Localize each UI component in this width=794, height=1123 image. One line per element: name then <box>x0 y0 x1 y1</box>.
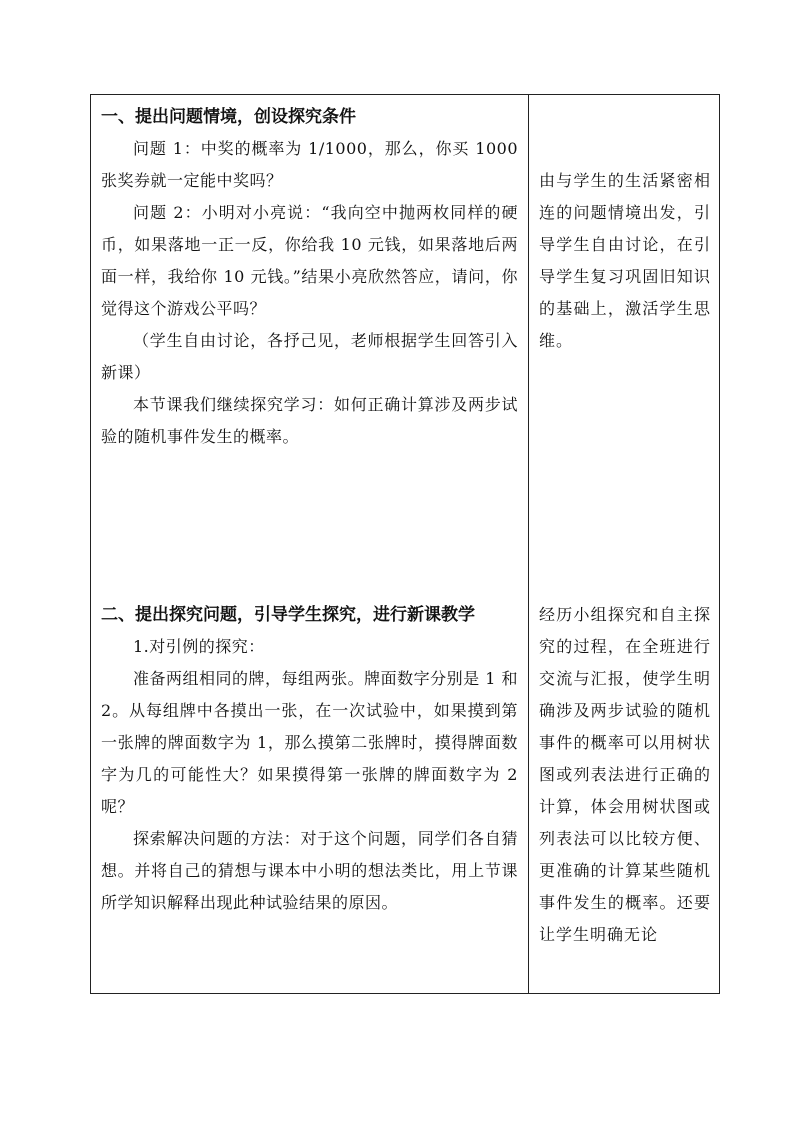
section-1-note-text: 由与学生的生活紧密相连的问题情境出发，引导学生自由讨论，在引导学生复习巩固旧知识的基础上，激活学生思维。 <box>539 171 711 350</box>
content-column <box>91 95 528 993</box>
section-2-heading: 二、提出探究问题，引导学生探究，进行新课教学 <box>101 605 475 625</box>
section-2-paragraph: 1.对引例的探究： <box>133 637 265 656</box>
notes-column <box>529 95 719 993</box>
lesson-plan-table <box>90 94 720 994</box>
section-1-paragraph: （学生自由讨论，各抒己见，老师根据学生回答引入新课） <box>101 331 518 382</box>
section-1-heading: 一、提出问题情境，创设探究条件 <box>101 107 356 127</box>
section-1-paragraph: 问题 2：小明对小亮说：“我向空中抛两枚同样的硬币，如果落地一正一反，你给我 10 元钱，如果落地后两面一样，我给你 10 元钱。”结果小亮欣然答应，请问，你觉得这个游戏公平吗？ <box>101 203 518 318</box>
section-1-note <box>539 165 711 357</box>
section-2-paragraph: 探索解决问题的方法：对于这个问题，同学们各自猜想。并将自己的猜想与课本中小明的想法类比，用上节课所学知识解释出现此种试验结果的原因。 <box>101 829 518 912</box>
section-2-note <box>539 599 711 951</box>
section-2 <box>101 599 518 919</box>
section-1 <box>101 101 518 453</box>
section-1-paragraph: 本节课我们继续探究学习：如何正确计算涉及两步试验的随机事件发生的概率。 <box>101 395 518 446</box>
section-2-paragraph: 准备两组相同的牌，每组两张。牌面数字分别是 1 和 2。从每组牌中各摸出一张，在一次试验中，如果摸到第一张牌的牌面数字为 1，那么摸第二张牌时，摸得牌面数字为几的可能性大？如果摸得第一张牌的牌面数字为 2 呢？ <box>101 669 518 816</box>
section-2-note-text: 经历小组探究和自主探究的过程，在全班进行交流与汇报，使学生明确涉及两步试验的随机事件的概率可以用树状图或列表法进行正确的计算，体会用树状图或列表法可以比较方便、更准确的计算某些随机事件发生的概率。还要让学生明确无论 <box>539 605 711 944</box>
section-1-paragraph: 问题 1：中奖的概率为 1/1000，那么，你买 1000 张奖券就一定能中奖吗？ <box>101 139 518 190</box>
